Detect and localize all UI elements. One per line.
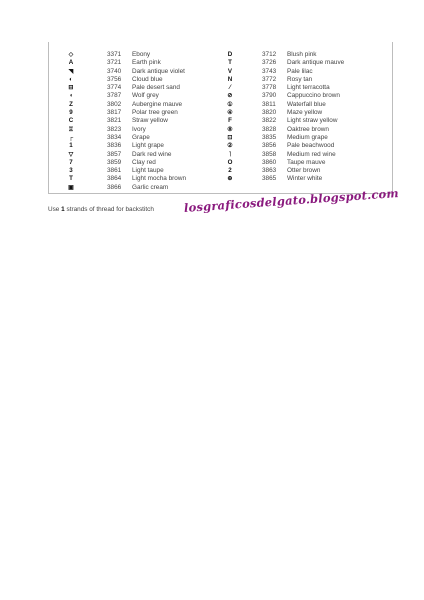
key-symbol: D xyxy=(227,51,233,58)
key-row xyxy=(220,151,392,159)
key-symbol: 3 xyxy=(69,167,73,175)
thread-number: 3774 xyxy=(107,84,122,92)
key-row xyxy=(49,184,219,192)
thread-name: Light grape xyxy=(132,142,164,150)
thread-name: Ivory xyxy=(132,125,146,133)
key-row xyxy=(220,59,392,67)
key-row xyxy=(49,142,219,150)
thread-name: Rosy tan xyxy=(287,75,313,83)
thread-number: 3743 xyxy=(262,67,277,75)
thread-name: Pale lilac xyxy=(287,67,313,75)
thread-name: Light terracotta xyxy=(287,84,330,92)
key-row xyxy=(49,175,219,183)
thread-number: 3811 xyxy=(262,100,276,108)
thread-name: Medium grape xyxy=(287,133,328,141)
thread-number: 3823 xyxy=(107,125,122,133)
key-symbol: ① xyxy=(227,100,233,108)
thread-name: Cappuccino brown xyxy=(287,92,340,100)
thread-number: 3787 xyxy=(107,92,122,100)
thread-name: Oaktree brown xyxy=(287,125,329,133)
thread-name: Clay red xyxy=(132,158,156,166)
key-row xyxy=(49,134,219,142)
thread-number: 3828 xyxy=(262,125,277,133)
key-symbol: 7 xyxy=(69,158,73,166)
key-row xyxy=(49,117,219,125)
thread-name: Polar tree green xyxy=(132,109,178,117)
thread-name: Straw yellow xyxy=(132,117,168,125)
thread-name: Winter white xyxy=(287,175,323,183)
key-symbol: ▽ xyxy=(68,150,74,158)
key-row xyxy=(49,101,219,109)
thread-name: Maze yellow xyxy=(287,109,323,117)
key-symbol: 2 xyxy=(228,167,232,175)
thread-number: 3864 xyxy=(107,175,122,183)
thread-number: 3866 xyxy=(107,183,122,191)
thread-name: Taupe mauve xyxy=(287,158,326,166)
thread-number: 3856 xyxy=(262,142,277,150)
key-symbol: ◥ xyxy=(68,67,74,75)
watermark-text: losgraficosdelgato.blogspot.com xyxy=(183,186,400,215)
key-symbol: 1 xyxy=(69,142,73,150)
thread-number: 3834 xyxy=(107,133,122,141)
backstitch-note xyxy=(48,206,154,213)
thread-number: 3802 xyxy=(107,100,122,108)
thread-name: Cloud blue xyxy=(132,75,163,83)
thread-name: Medium red wine xyxy=(287,150,336,158)
thread-name: Blush pink xyxy=(287,51,317,58)
key-symbol: 9 xyxy=(69,109,73,117)
key-row xyxy=(220,175,392,183)
key-symbol: ◖ xyxy=(69,92,73,100)
key-row xyxy=(49,109,219,117)
thread-name: Grape xyxy=(132,133,150,141)
key-symbol: ② xyxy=(227,142,233,150)
thread-number: 3772 xyxy=(262,75,277,83)
thread-number: 3861 xyxy=(107,167,122,175)
key-row xyxy=(220,109,392,117)
thread-name: Aubergine mauve xyxy=(132,100,183,108)
key-row xyxy=(220,51,392,59)
thread-name: Dark antique violet xyxy=(132,67,185,75)
thread-number: 3822 xyxy=(262,117,277,125)
thread-name: Earth pink xyxy=(132,59,161,67)
thread-number: 3740 xyxy=(107,67,122,75)
key-row xyxy=(220,126,392,134)
key-row xyxy=(220,159,392,167)
thread-number: 3817 xyxy=(107,109,122,117)
key-symbol: ▣ xyxy=(68,183,74,191)
key-symbol: ⊡ xyxy=(227,133,233,141)
thread-name: Waterfall blue xyxy=(287,100,326,108)
thread-number: 3859 xyxy=(107,158,122,166)
thread-name: Pale desert sand xyxy=(132,84,180,92)
key-symbol: O xyxy=(227,158,233,166)
thread-number: 3371 xyxy=(107,51,122,58)
thread-number: 3860 xyxy=(262,158,277,166)
key-symbol: V xyxy=(227,67,233,75)
key-row xyxy=(49,167,219,175)
key-symbol: ④ xyxy=(227,109,233,117)
thread-number: 3778 xyxy=(262,84,277,92)
key-row xyxy=(49,92,219,100)
thread-number: 3865 xyxy=(262,175,277,183)
thread-name: Light straw yellow xyxy=(287,117,338,125)
key-symbol: ⊘ xyxy=(227,92,233,100)
key-row xyxy=(220,117,392,125)
thread-name: Dark antique mauve xyxy=(287,59,345,67)
key-row xyxy=(220,101,392,109)
key-symbol: ⁄ xyxy=(229,84,231,92)
thread-name: Ebony xyxy=(132,51,151,58)
thread-name: Light taupe xyxy=(132,167,164,175)
key-symbol: ┌ xyxy=(68,133,74,141)
key-symbol: F xyxy=(228,117,232,125)
thread-number: 3726 xyxy=(262,59,277,67)
key-row xyxy=(220,68,392,76)
key-row xyxy=(220,84,392,92)
thread-name: Garlic cream xyxy=(132,183,169,191)
thread-name: Light mocha brown xyxy=(132,175,186,183)
thread-number: 3790 xyxy=(262,92,277,100)
color-key-table xyxy=(48,42,393,194)
thread-number: 3756 xyxy=(107,75,122,83)
key-symbol: Z xyxy=(69,100,73,108)
thread-number: 3821 xyxy=(107,117,122,125)
thread-name: Pale beachwood xyxy=(287,142,335,150)
key-row xyxy=(220,134,392,142)
thread-number: 3835 xyxy=(262,133,277,141)
key-symbol: C xyxy=(68,117,74,125)
thread-number: 3712 xyxy=(262,51,277,58)
thread-number: 3820 xyxy=(262,109,277,117)
key-symbol: ⊕ xyxy=(227,175,233,183)
key-row xyxy=(220,167,392,175)
key-symbol: ◇ xyxy=(68,51,74,58)
thread-number: 3721 xyxy=(107,59,122,67)
key-row xyxy=(220,142,392,150)
key-symbol: A xyxy=(68,59,74,67)
thread-name: Wolf grey xyxy=(132,92,159,100)
note-suffix: strands of thread for backstitch xyxy=(66,206,154,213)
key-symbol: ⊟ xyxy=(68,84,74,92)
key-row xyxy=(49,68,219,76)
key-symbol: T xyxy=(69,175,73,183)
thread-number: 3863 xyxy=(262,167,277,175)
thread-number: 3836 xyxy=(107,142,122,150)
key-symbol: N xyxy=(227,75,233,83)
key-row xyxy=(49,84,219,92)
thread-name: Dark red wine xyxy=(132,150,172,158)
key-row xyxy=(220,76,392,84)
key-row xyxy=(220,92,392,100)
key-column-right xyxy=(220,51,392,184)
key-symbol: ˥ xyxy=(228,150,232,158)
thread-name: Otter brown xyxy=(287,167,321,175)
thread-number: 3857 xyxy=(107,150,122,158)
key-symbol: T xyxy=(228,59,232,67)
key-row xyxy=(49,159,219,167)
thread-number: 3858 xyxy=(262,150,277,158)
note-count: 1 xyxy=(61,206,65,213)
note-prefix: Use xyxy=(48,206,60,213)
key-row xyxy=(49,59,219,67)
key-symbol: ⑧ xyxy=(227,125,233,133)
key-row xyxy=(49,126,219,134)
key-symbol: ♖ xyxy=(68,125,74,133)
key-row xyxy=(49,51,219,59)
key-column-left xyxy=(49,51,219,192)
key-row xyxy=(49,76,219,84)
key-symbol: ◐ xyxy=(69,75,73,83)
key-row xyxy=(49,151,219,159)
